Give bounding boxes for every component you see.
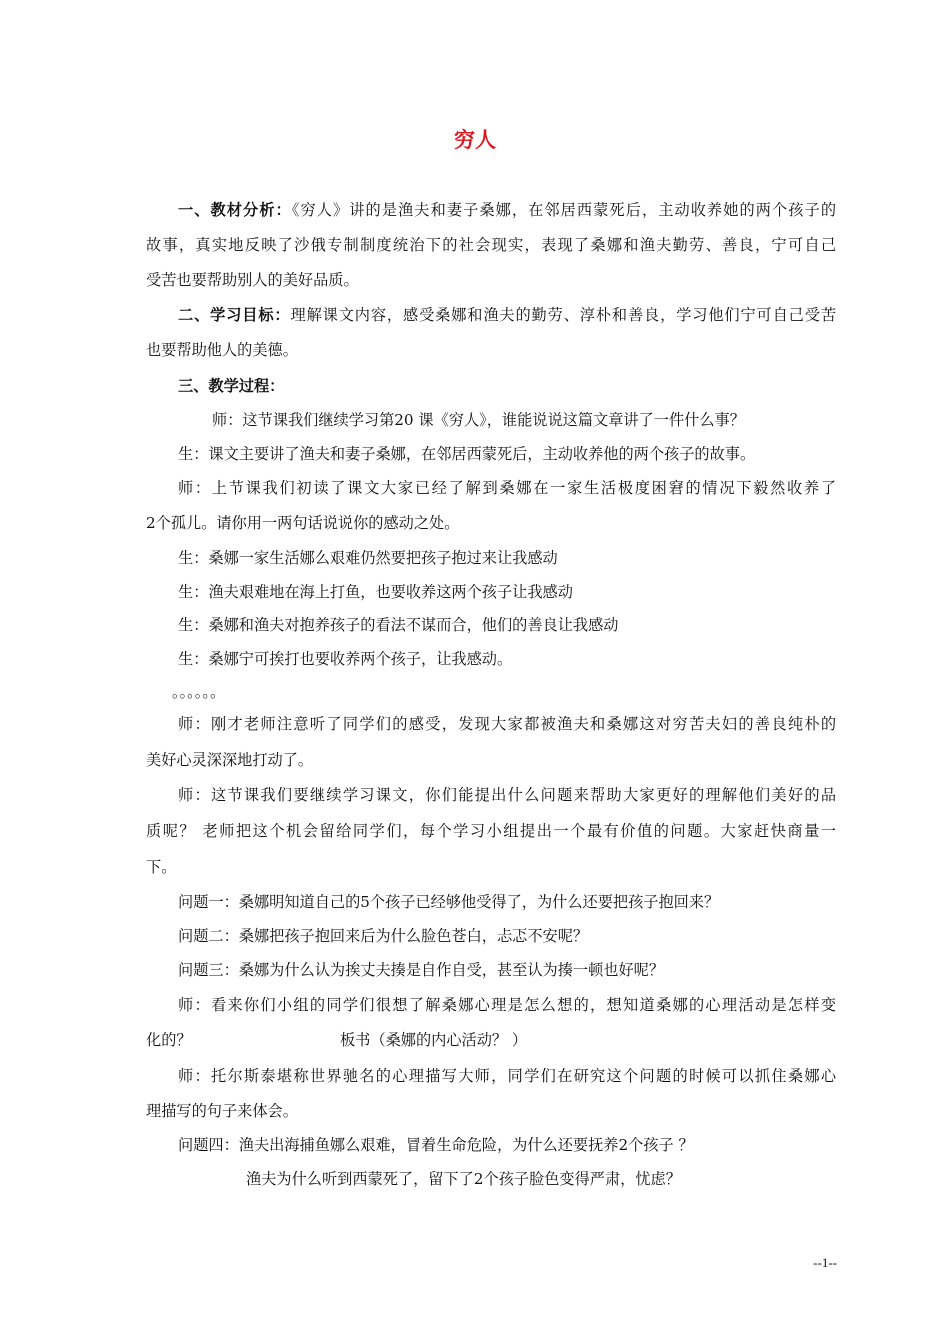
ellipsis-line: 。。。。。。 — [172, 683, 226, 701]
section1-line3: 受苦也要帮助别人的美好品质。 — [146, 271, 359, 289]
dialogue-line: 师：看来你们小组的同学们很想了解桑娜心理是怎么想的，想知道桑娜的心理活动是怎样变 — [178, 996, 836, 1014]
section3-heading-text: 三、教学过程： — [178, 377, 285, 395]
section2-line2: 也要帮助他人的美德。 — [146, 341, 298, 359]
dialogue-line: 师：这节课我们继续学习第20 课《穷人》，谁能说说这篇文章讲了一件什么事？ — [212, 411, 745, 429]
section1-text-1: 《穷人》讲的是渔夫和妻子桑娜，在邻居西蒙死后，主动收养她的两个孩子的 — [291, 201, 837, 219]
section1-line1 — [178, 200, 836, 220]
section1-line2: 故事，真实地反映了沙俄专制制度统治下的社会现实，表现了桑娜和渔夫勤劳、善良，宁可自己 — [146, 236, 836, 254]
section3-heading — [178, 376, 878, 396]
dialogue-line: 生：桑娜一家生活娜么艰难仍然要把孩子抱过来让我感动 — [178, 549, 558, 567]
document-title: 穷人 — [454, 128, 496, 152]
question-line: 问题三：桑娜为什么认为挨丈夫揍是自作自受，甚至认为揍一顿也好呢？ — [178, 961, 664, 979]
dialogue-line: 师：刚才老师注意听了同学们的感受，发现大家都被渔夫和桑娜这对穷苦夫妇的善良纯朴的 — [178, 715, 836, 733]
dialogue-line: 师：这节课我们要继续学习课文，你们能提出什么问题来帮助大家更好的理解他们美好的品 — [178, 786, 836, 804]
question-line: 问题一：桑娜明知道自己的5个孩子已经够他受得了，为什么还要把孩子抱回来？ — [178, 893, 720, 911]
question-line: 问题二：桑娜把孩子抱回来后为什么脸色苍白，忐忑不安呢？ — [178, 927, 589, 945]
dialogue-line: 师：上节课我们初读了课文大家已经了解到桑娜在一家生活极度困窘的情况下毅然收养了 — [178, 479, 836, 497]
dialogue-line: 质呢？ 老师把这个机会留给同学们，每个学习小组提出一个最有价值的问题。大家赶快商量一 — [146, 822, 836, 840]
dialogue-line: 2个孤儿。请你用一两句话说说你的感动之处。 — [146, 514, 460, 532]
dialogue-line: 美好心灵深深地打动了。 — [146, 751, 314, 769]
question-line: 渔夫为什么听到西蒙死了，留下了2个孩子脸色变得严肃，忧虑？ — [246, 1170, 681, 1188]
section2-heading: 二、学习目标： — [178, 306, 291, 324]
dialogue-line: 下。 — [146, 858, 177, 876]
section2-text-1: 理解课文内容，感受桑娜和渔夫的勤劳、淳朴和善良，学习他们宁可自己受苦 — [290, 306, 837, 324]
dialogue-line: 生：桑娜宁可挨打也要收养两个孩子，让我感动。 — [178, 650, 513, 668]
question-line: 问题四：渔夫出海捕鱼娜么艰难，冒着生命危险，为什么还要抚养2个孩子 ？ — [178, 1136, 694, 1154]
dialogue-line: 生：桑娜和渔夫对抱养孩子的看法不谋而合，他们的善良让我感动 — [178, 616, 619, 634]
page-number: --1-- — [813, 1255, 837, 1270]
dialogue-line: 生：渔夫艰难地在海上打鱼，也要收养这两个孩子让我感动 — [178, 583, 573, 601]
dialogue-line: 化的？ — [146, 1031, 192, 1049]
dialogue-line: 理描写的句子来体会。 — [146, 1102, 298, 1120]
blackboard-note: 板书（桑娜的内心活动？ ） — [340, 1031, 528, 1049]
dialogue-line: 师：托尔斯泰堪称世界驰名的心理描写大师，同学们在研究这个问题的时候可以抓住桑娜心 — [178, 1067, 836, 1085]
section2-line1 — [178, 305, 836, 325]
dialogue-line: 生：课文主要讲了渔夫和妻子桑娜，在邻居西蒙死后，主动收养他的两个孩子的故事。 — [178, 445, 756, 463]
section1-heading: 一、教材分析： — [178, 201, 292, 219]
